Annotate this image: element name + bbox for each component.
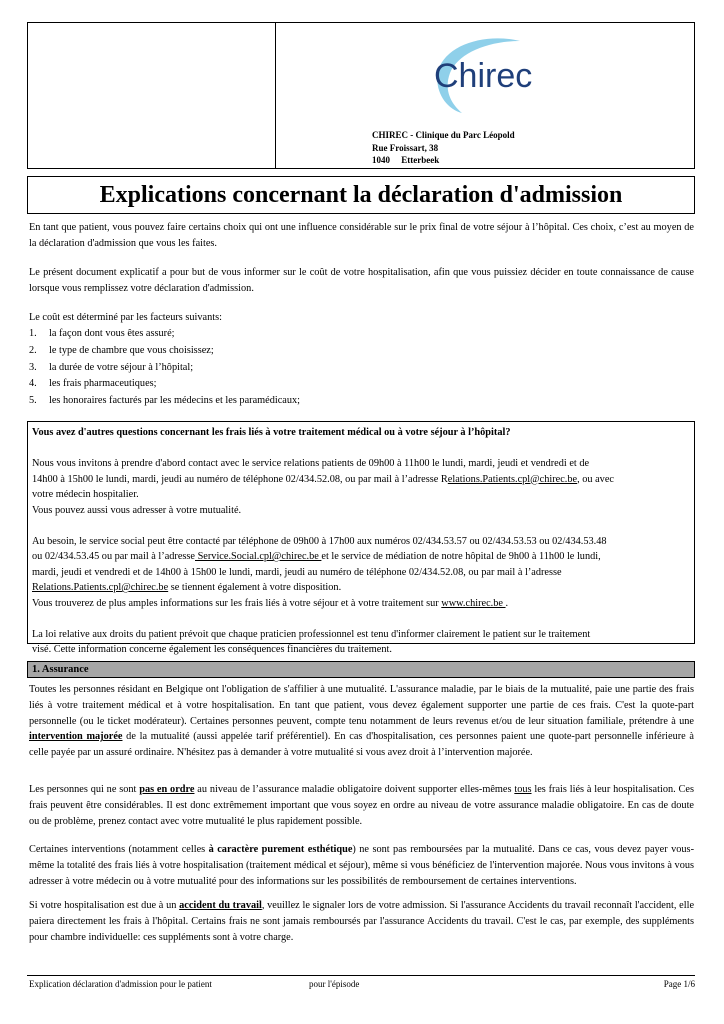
footer-divider <box>27 975 695 976</box>
contact-text: 14h00 à 15h00 le lundi, mardi, jeudi au numéro de téléphone 02/434.52.08, ou par mail à l’adresse Relations.Patients.cpl@chirec.be, ou avec <box>32 473 614 485</box>
website-text: Vous trouverez de plus amples informations sur les frais liés à votre séjour et à votre traitement sur www.chirec.be . <box>32 597 509 609</box>
factors-list <box>29 326 300 410</box>
social-service-text: ou 02/434.53.45 ou par mail à l’adresse Service.Social.cpl@chirec.be et le service de médiation de notre hôpital de 9h00 à 11h00 le lundi, <box>32 551 601 562</box>
chirec-logo <box>428 35 538 115</box>
header-right-cell <box>276 23 694 168</box>
intro-paragraph-2: Le présent document explicatif a pour but de vous informer sur le coût de votre hospitalisation, afin que vous puissiez décider en toute connaissance de cause lorsque vous remplissez votre déclaration d'admission. <box>29 267 694 294</box>
questions-heading: Vous avez d'autres questions concernant les frais liés à votre traitement médical ou à votre séjour à l’hôpital? <box>32 427 511 438</box>
footer-left-text: Explication déclaration d'admission pour le patient <box>29 979 212 989</box>
logo-text: Chirec <box>434 57 533 95</box>
questions-box <box>27 421 695 655</box>
header-box <box>27 22 695 169</box>
list-item: 4. les frais pharmaceutiques; <box>29 378 157 390</box>
patient-rights-text: visé. Cette information concerne également les conséquences financières du traitement. <box>32 644 392 655</box>
list-item: 3. la durée de votre séjour à l’hôpital; <box>29 361 194 373</box>
email-link[interactable]: Relations.Patients.cpl@chirec.be <box>32 582 169 593</box>
contact-text: Vous pouvez aussi vous adresser à votre mutualité. <box>32 504 242 516</box>
social-service-text: Au besoin, le service social peut être contacté par téléphone de 09h00 à 17h00 aux numéros 02/434.53.57 ou 02/434.53.53 ou 02/434.53.48 <box>32 535 607 547</box>
social-service-text: mardi, jeudi et vendredi et de 14h00 à 15h00 le lundi, mardi, jeudi au numéro de téléphone 02/434.52.08, ou par mail à l’adresse <box>32 566 562 578</box>
header-left-cell <box>28 23 276 168</box>
social-service-text: Relations.Patients.cpl@chirec.be se tiennent également à votre disposition. <box>32 582 342 593</box>
section-heading-assurance: 1. Assurance <box>27 661 695 678</box>
address-line: 1040 Etterbeek <box>372 155 440 165</box>
factors-intro: Le coût est déterminé par les facteurs suivants: <box>29 312 222 323</box>
email-link[interactable]: elations.Patients.cpl@chirec.be <box>447 473 578 485</box>
list-item: 5. les honoraires facturés par les médecins et les paramédicaux; <box>29 395 301 407</box>
email-link[interactable]: Service.Social.cpl@chirec.be <box>195 551 322 562</box>
assurance-paragraph-3: Certaines interventions (notamment celles à caractère purement esthétique) ne sont pas remboursées par la mutualité. Dans ce cas, vous devez payer vous-même la totalité des frais liés à votre hospitalisation (traitement médical et séjour), même si vous bénéficiez de l'intervention majorée. Nous vous invitons à vous adresser à votre médecin ou à votre mutualité pour des informations sur les possibilités de remboursement de certaines interventions. <box>29 844 694 887</box>
list-item: 1. la façon dont vous êtes assuré; <box>29 328 175 339</box>
intro-paragraph-1: En tant que patient, vous pouvez faire certains choix qui ont une influence considérable sur le prix final de votre séjour à l’hôpital. Ces choix, c’est au moyen de la déclaration d'admission que vous les faites. <box>29 222 694 249</box>
assurance-paragraph-4: Si votre hospitalisation est due à un accident du travail, veuillez le signaler lors de votre admission. Si l'assurance Accidents du travail reconnaît l'accident, elle paiera directement les frais à l'hôpital. Certains frais ne sont jamais remboursés par l'assurance Accidents du travail. C'est le cas, par exemple, des suppléments pour chambre individuelle: ces suppléments sont à votre charge. <box>29 900 695 943</box>
assurance-paragraph-1: Toutes les personnes résidant en Belgique ont l'obligation de s'affilier à une mutualité. L'assurance maladie, par le biais de la mutualité, paie une partie des frais liés à votre traitement médical et à votre hospitalisation. En tant que patient, vous devez également supporter une partie de ces frais. C'est la quote-part personnelle (ou le ticket modérateur). Certaines personnes peuvent, compte tenu notamment de leurs revenus et/ou de leur situation familiale, prétendre à une intervention majorée de la mutualité (aussi appelée tarif préférentiel). En cas d'hospitalisation, ces personnes paient une quote-part personnelle inférieure à celle payée par un assuré ordinaire. N'hésitez pas à demander à votre mutualité si vous avez droit à l’intervention majorée. <box>29 684 694 759</box>
page-title: Explications concernant la déclaration d'admission <box>27 176 695 214</box>
address-line: CHIREC - Clinique du Parc Léopold <box>372 130 515 140</box>
contact-text: votre médecin hospitalier. <box>32 489 139 500</box>
footer-episode-text: pour l'épisode <box>309 979 360 989</box>
patient-rights-text: La loi relative aux droits du patient prévoit que chaque praticien professionnel est tenu d'informer clairement le patient sur le traitement <box>32 628 591 640</box>
address-line: Rue Froissart, 38 <box>372 142 439 153</box>
contact-text: Nous vous invitons à prendre d'abord contact avec le service relations patients de 09h00 à 11h00 le lundi, mardi, jeudi et vendredi et de <box>32 458 590 469</box>
hospital-address <box>372 129 515 167</box>
assurance-paragraph-2: Les personnes qui ne sont pas en ordre au niveau de l’assurance maladie obligatoire doivent supporter elles-mêmes tous les frais liés à leur hospitalisation. Ces frais peuvent être considérables. Il est donc extrêmement important que vous soyez en ordre au niveau de votre assurance maladie obligatoire. En cas de doute ou de problème, prenez contact avec votre mutualité le plus rapidement possible. <box>29 784 694 827</box>
page-number: Page 1/6 <box>663 979 695 989</box>
list-item: 2. le type de chambre que vous choisissez; <box>29 344 214 356</box>
website-link[interactable]: www.chirec.be <box>441 597 506 609</box>
